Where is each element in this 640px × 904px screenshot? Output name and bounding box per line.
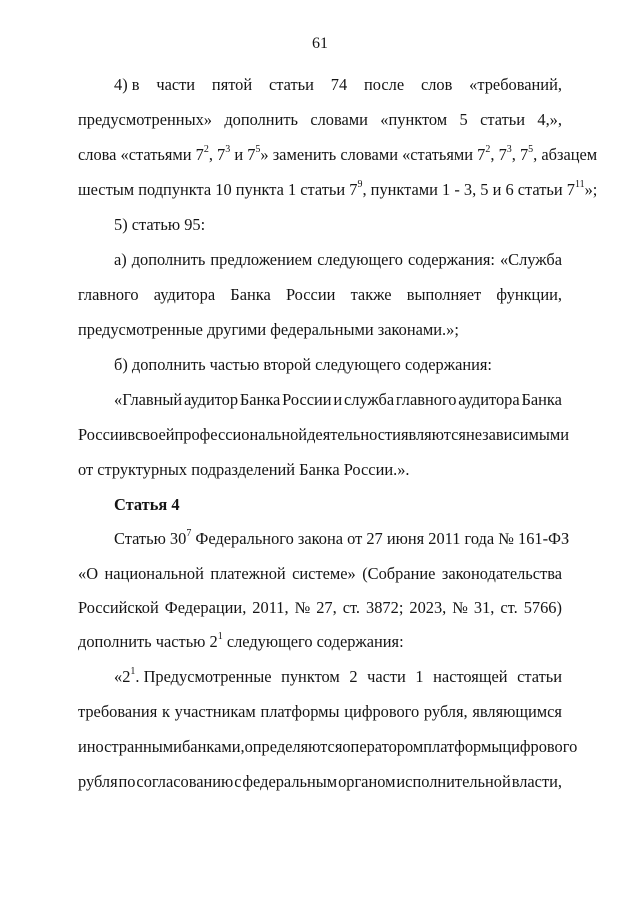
text-line — [78, 564, 562, 584]
text-segment: , 7 — [490, 145, 507, 164]
word: 74 — [330, 75, 348, 94]
text-line — [114, 527, 570, 549]
page-number: 61 — [312, 35, 328, 52]
text-segment: , абзацем — [533, 145, 598, 164]
word: предусмотренных» — [78, 110, 212, 129]
word: слов — [420, 75, 453, 94]
superscript: 3 — [506, 143, 512, 155]
word: 31, — [473, 598, 495, 617]
word: Банка — [521, 390, 562, 409]
text-segment: , пунктами 1 - 3, 5 и 6 статьи 7 — [362, 180, 575, 199]
word: пятой — [211, 75, 253, 94]
word: Федерации, — [164, 598, 247, 617]
word: независимыми — [465, 425, 570, 444]
text-line — [78, 632, 562, 652]
text-segment: , 7 — [511, 145, 529, 164]
superscript: 1 — [130, 665, 136, 677]
word: национальной — [104, 564, 204, 583]
superscript: 9 — [357, 178, 363, 190]
word: ст. — [342, 598, 361, 617]
word: определяются — [244, 737, 343, 756]
superscript: 2 — [203, 143, 209, 155]
text-segment: 5) статью 95: — [114, 215, 206, 234]
text-line — [78, 737, 578, 757]
word: статьи — [269, 75, 314, 94]
word: цифрового — [344, 702, 420, 721]
word: Банка — [230, 285, 271, 304]
heading-text: Статья 4 — [114, 495, 180, 514]
text-line — [78, 110, 562, 130]
word: согласованию — [136, 772, 234, 791]
text-segment: »; — [584, 180, 598, 199]
word: части — [156, 75, 196, 94]
word: цифрового — [502, 737, 578, 756]
word: статьи — [480, 110, 526, 129]
superscript: 11 — [574, 178, 585, 190]
word: словами — [310, 110, 368, 129]
word: банками, — [181, 737, 245, 756]
text-line — [78, 460, 562, 480]
text-line — [78, 178, 598, 200]
word: исполнительной — [396, 772, 511, 791]
word: 2023, — [409, 598, 447, 617]
word: системе» — [292, 564, 356, 583]
word: 4) в — [114, 75, 140, 94]
word: также — [350, 285, 392, 304]
word: «Служба — [499, 250, 562, 269]
word: содержания: — [407, 250, 495, 269]
word: России — [78, 425, 128, 444]
text-line — [114, 250, 562, 270]
word: Российской — [78, 598, 159, 617]
word: к — [161, 702, 170, 721]
text-line — [78, 772, 562, 792]
superscript: 7 — [186, 527, 192, 539]
word: «требований, — [469, 75, 562, 94]
word: 3872; — [366, 598, 404, 617]
word: 2 — [349, 667, 358, 686]
word: своей — [135, 425, 175, 444]
text-segment: шестым подпункта 10 пункта 1 статьи 7 — [78, 180, 358, 199]
superscript: 5 — [255, 143, 261, 155]
article-heading — [114, 495, 562, 515]
word: являющимся — [472, 702, 562, 721]
word: оператором — [342, 737, 424, 756]
text-line — [78, 143, 598, 165]
text-segment: . Предусмотренные — [135, 667, 272, 686]
word: а) — [114, 250, 127, 269]
word: следующего — [317, 250, 403, 269]
word: выполняет — [406, 285, 482, 304]
word: профессиональной — [174, 425, 308, 444]
word: служба — [343, 390, 395, 409]
word: 27, — [316, 598, 337, 617]
word: в — [127, 425, 136, 444]
text-segment: Статью 30 — [114, 529, 187, 548]
text-segment: от структурных подразделений Банка России.». — [78, 460, 410, 479]
word: требования — [78, 702, 158, 721]
word: платформы — [260, 702, 340, 721]
superscript: 2 — [485, 143, 491, 155]
word: аудитора — [153, 285, 216, 304]
text-line — [78, 320, 562, 340]
word: платформы — [423, 737, 503, 756]
word — [114, 667, 272, 687]
text-line — [114, 75, 562, 95]
text-line — [114, 215, 562, 235]
word: «О — [78, 564, 99, 583]
word: ст. — [500, 598, 518, 617]
word: власти, — [511, 772, 562, 791]
word: № — [452, 598, 468, 617]
word: статьи — [517, 667, 562, 686]
word: и — [333, 390, 343, 409]
word: законодательства — [441, 564, 562, 583]
word: № — [294, 598, 311, 617]
text-segment: и 7 — [230, 145, 256, 164]
text-line — [114, 667, 562, 687]
word: 5766) — [523, 598, 562, 617]
word: Банка — [239, 390, 281, 409]
text-line — [78, 285, 562, 305]
text-segment: предусмотренные другими федеральными законами.»; — [78, 320, 459, 339]
text-segment: б) дополнить частью второй следующего содержания: — [114, 355, 492, 374]
word: федеральным — [242, 772, 338, 791]
text-segment: «2 — [114, 667, 131, 686]
text-segment: » заменить словами «статьями 7 — [260, 145, 486, 164]
word: 2011, — [252, 598, 289, 617]
word: по — [118, 772, 136, 791]
word: «пунктом — [380, 110, 448, 129]
word: «Главный — [114, 390, 183, 409]
word: 4,», — [537, 110, 562, 129]
word — [114, 529, 191, 549]
superscript: 1 — [217, 630, 223, 642]
word: дополнить — [224, 110, 298, 129]
text-segment: , 7 — [208, 145, 226, 164]
text-line — [114, 390, 562, 410]
text-line — [78, 598, 562, 618]
superscript: 3 — [225, 143, 231, 155]
word: части — [367, 667, 406, 686]
text-segment: дополнить частью 2 — [78, 632, 218, 651]
word: деятельности — [307, 425, 401, 444]
text-line — [78, 702, 562, 722]
word: участникам — [174, 702, 256, 721]
word: 5 — [459, 110, 468, 129]
word: рубля — [78, 772, 118, 791]
word: платежной — [210, 564, 286, 583]
word: функции, — [496, 285, 562, 304]
text-line — [78, 425, 570, 445]
word: иностранными — [78, 737, 182, 756]
word: России — [285, 285, 336, 304]
text-segment: слова «статьями 7 — [78, 145, 204, 164]
word: после — [363, 75, 405, 94]
word: настоящей — [433, 667, 508, 686]
word: предложением — [210, 250, 313, 269]
word: (Собрание — [362, 564, 436, 583]
word: России — [282, 390, 332, 409]
text-line — [114, 355, 562, 375]
text-segment: следующего содержания: — [222, 632, 404, 651]
word: пунктом — [281, 667, 340, 686]
word: главного — [395, 390, 457, 409]
word: 1 — [415, 667, 424, 686]
word: с — [234, 772, 242, 791]
word: аудитор — [184, 390, 239, 409]
word: дополнить — [131, 250, 206, 269]
word: органом — [338, 772, 396, 791]
text-segment: Федерального закона от 27 июня 2011 года № 161-ФЗ — [191, 529, 570, 548]
word: являются — [400, 425, 466, 444]
word: аудитора — [458, 390, 520, 409]
word: рубля, — [423, 702, 468, 721]
superscript: 5 — [528, 143, 534, 155]
word: главного — [78, 285, 139, 304]
